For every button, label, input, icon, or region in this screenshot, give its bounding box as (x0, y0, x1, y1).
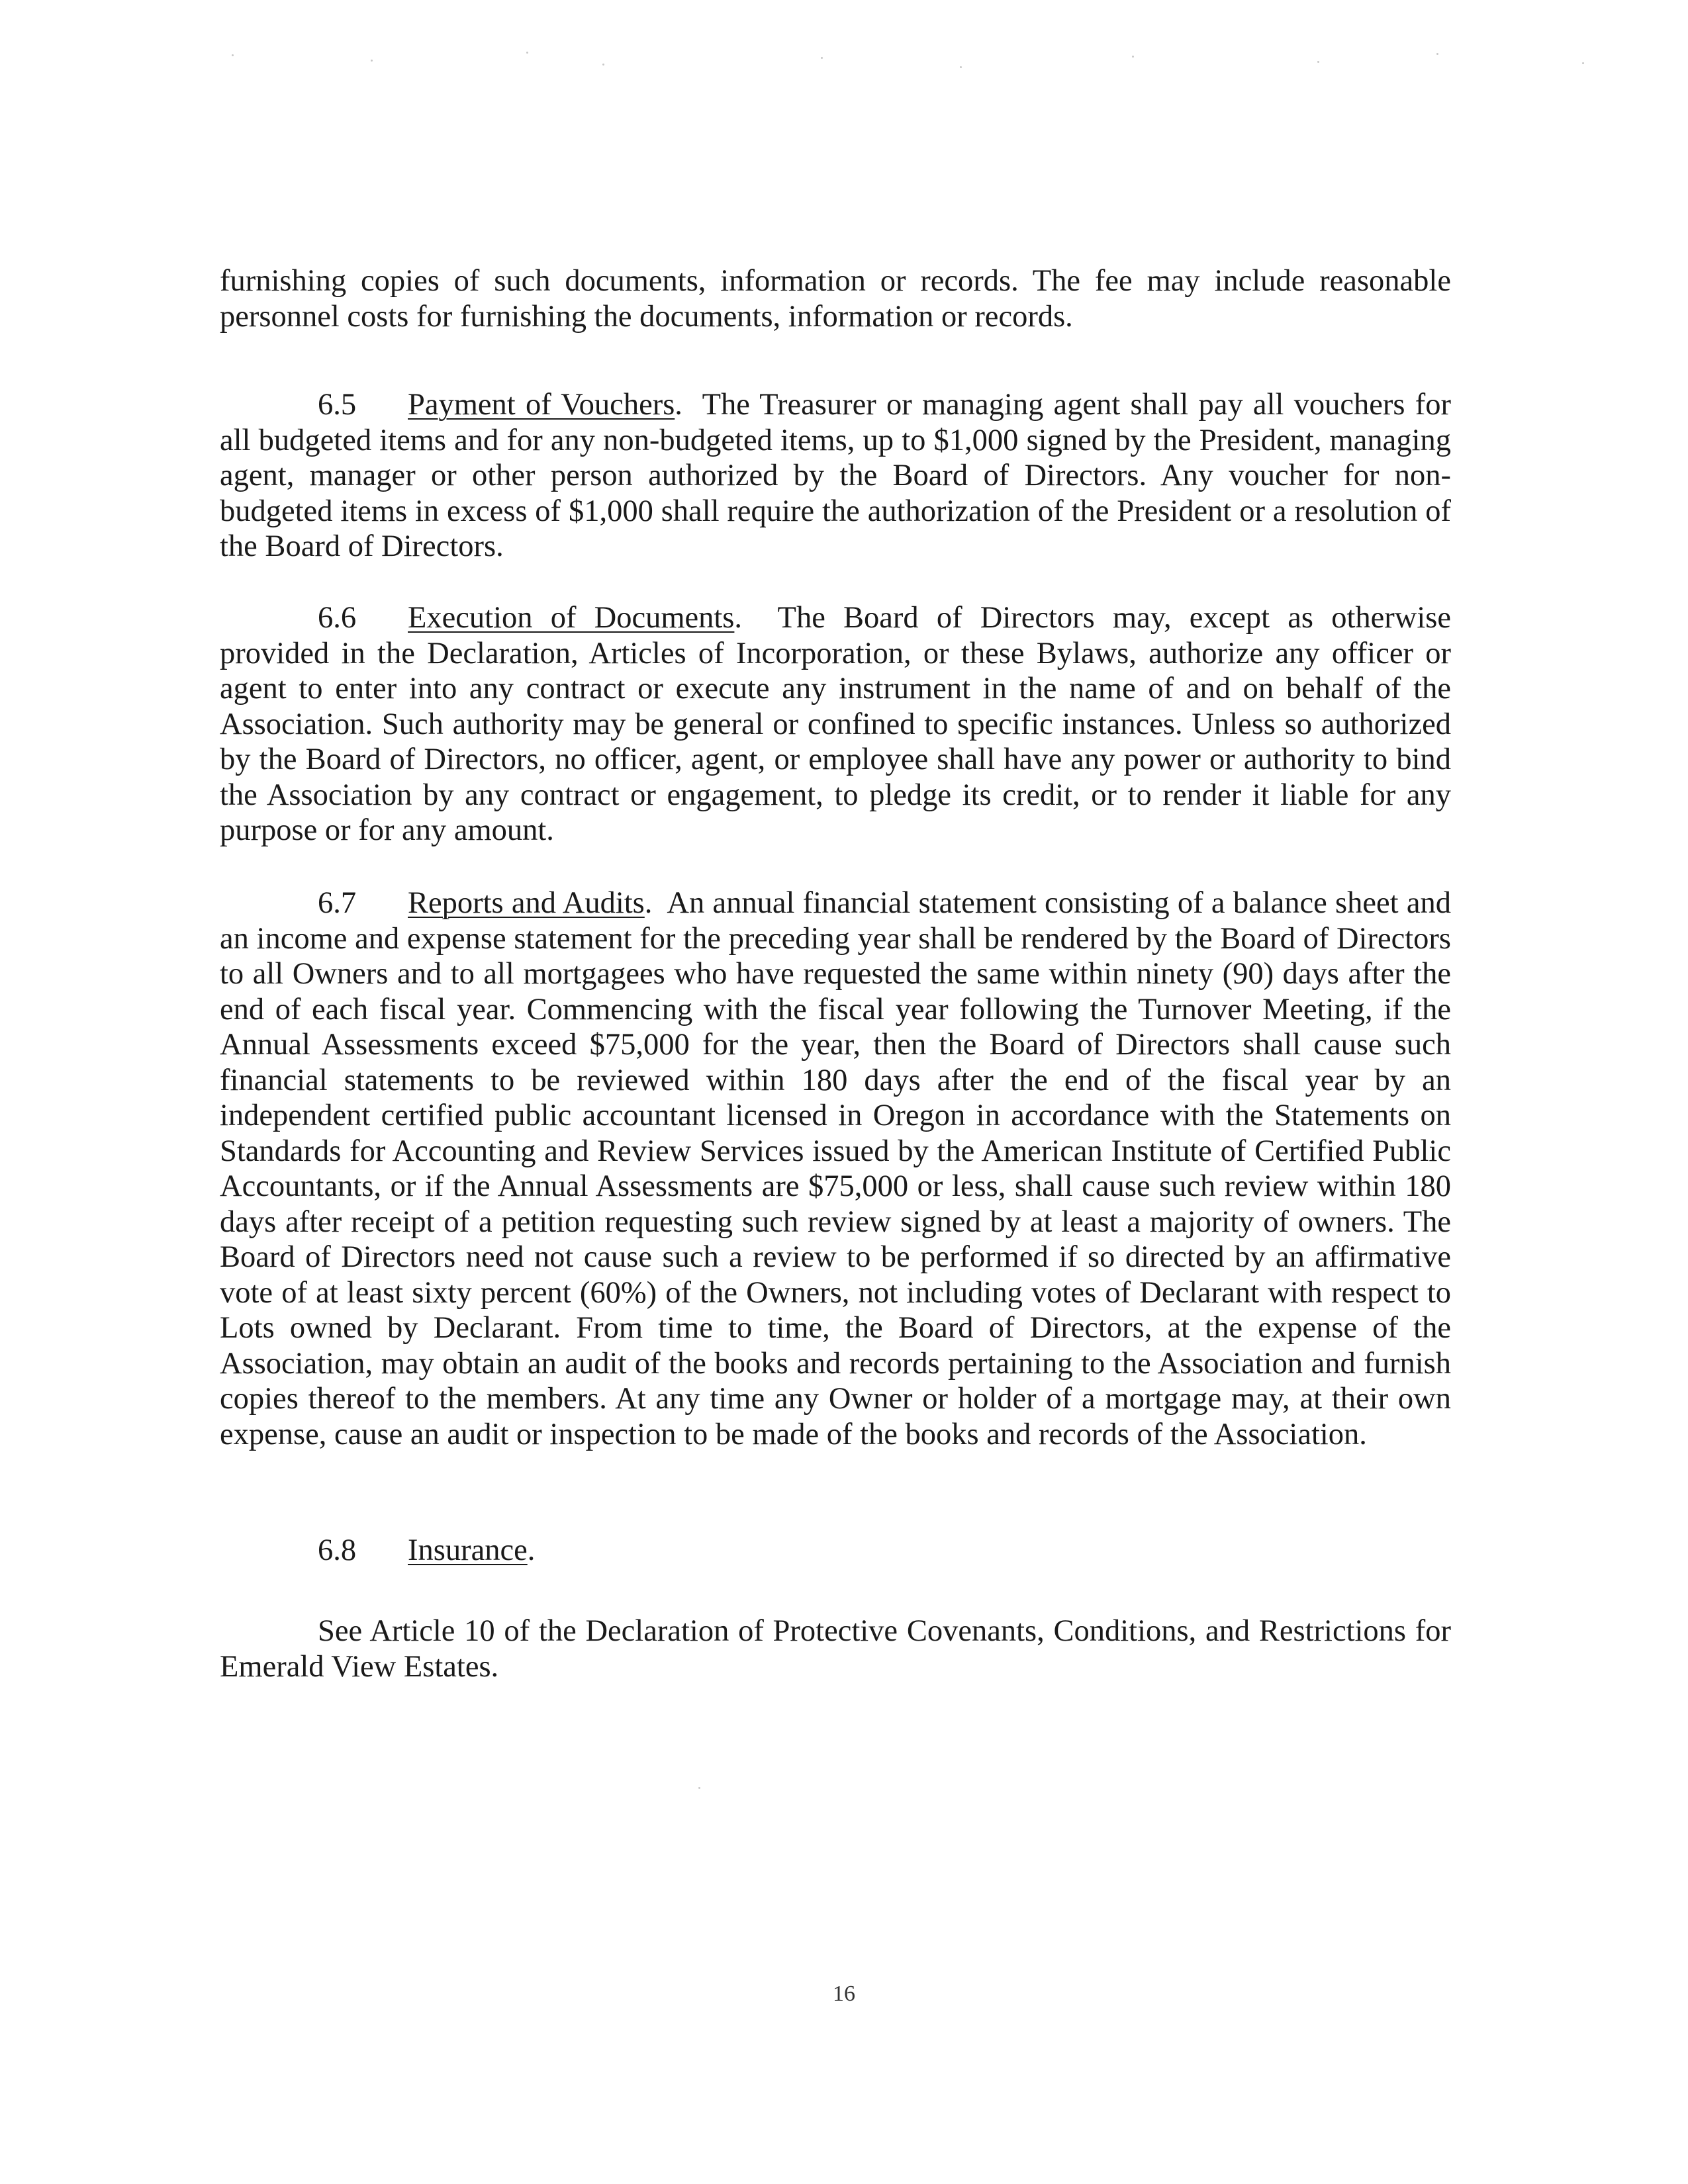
section-number: 6.7 (318, 886, 357, 920)
section-heading: Payment of Vouchers (408, 388, 675, 422)
carryover-paragraph: furnishing copies of such documents, information or records. The fee may include reasonable personnel costs for furnishing the documents, information or records. (220, 264, 1451, 334)
section-6-6: 6.6 Execution of Documents. The Board of Directors may, except as otherwise provided in the Declaration, Articles of Incorporation, or these Bylaws, authorize any officer or agent to enter into any contract or execute any instrument in the name of and on behalf of the Association. Such authority may be general or confined to specific instances. Unless so authorized by the Board of Directors, no officer, agent, or employee shall have any power or authority to bind the Association by any contract or engagement, to pledge its credit, or to render it liable for any purpose or for any amount. (220, 601, 1451, 847)
page-number: 16 (833, 1981, 855, 2006)
section-6-7: 6.7 Reports and Audits. An annual financial statement consisting of a balance sheet and an income and expense statement for the preceding year shall be rendered by the Board of Directors to all Owners and to all mortgagees who have requested the same within ninety (90) days after the end of each fiscal year. Commencing with the fiscal year following the Turnover Meeting, if the Annual Assessments exceed $75,000 for the year, then the Board of Directors shall cause such financial statements to be reviewed within 180 days after the end of the fiscal year by an independent certified public accountant licensed in Oregon in accordance with the Statements on Standards for Accounting and Review Services issued by the American Institute of Certified Public Accountants, or if the Annual Assessments are $75,000 or less, shall cause such review within 180 days after receipt of a petition requesting such review signed by at least a majority of owners. The Board of Directors need not cause such a review to be performed if so directed by an affirmative vote of at least sixty percent (60%) of the Owners, not including votes of Declarant with respect to Lots owned by Declarant. From time to time, the Board of Directors, at the expense of the Association, may obtain an audit of the books and records pertaining to the Association and furnish copies thereof to the members. At any time any Owner or holder of a mortgage may, at their own expense, cause an audit or inspection to be made of the books and records of the Association. (220, 886, 1452, 1451)
section-heading: Reports and Audits (408, 886, 645, 920)
section-number: 6.6 (318, 601, 357, 635)
section-6-5: 6.5 Payment of Vouchers. The Treasurer or managing agent shall pay all vouchers for all budgeted items and for any non-budgeted items, up to $1,000 signed by the President, managing agent, manager or other person authorized by the Board of Directors. Any voucher for non-budgeted items in excess of $1,000 shall require the authorization of the President or a resolution of the Board of Directors. (220, 388, 1451, 563)
section-body: The Board of Directors may, except as otherwise provided in the Declaration, Articles of Incorporation, or these Bylaws, authorize any officer or agent to enter into any contract or execute any instrument in the name of and on behalf of the Association. Such authority may be general or confined to specific instances. Unless so authorized by the Board of Directors, no officer, agent, or employee shall have any power or authority to bind the Association by any contract or engagement, to pledge its credit, or to render it liable for any purpose or for any amount. (220, 601, 1451, 847)
section-heading: Insurance (408, 1533, 528, 1567)
section-6-8: 6.8 Insurance. (318, 1533, 536, 1567)
section-body: The Treasurer or managing agent shall pay all vouchers for all budgeted items and for any non-budgeted items, up to $1,000 signed by the President, managing agent, manager or other person authorized by the Board of Directors. Any voucher for non-budgeted items in excess of $1,000 shall require the authorization of the President or a resolution of the Board of Directors. (220, 388, 1451, 563)
section-number: 6.5 (318, 388, 357, 422)
section-number: 6.8 (318, 1533, 357, 1567)
insurance-paragraph: See Article 10 of the Declaration of Protective Covenants, Conditions, and Restrictions for Emerald View Estates. (220, 1614, 1451, 1684)
section-heading: Execution of Documents (408, 601, 735, 635)
section-body: An annual financial statement consisting of a balance sheet and an income and expense statement for the preceding year shall be rendered by the Board of Directors to all Owners and to all mortgagees who have requested the same within ninety (90) days after the end of each fiscal year. Commencing with the fiscal year following the Turnover Meeting, if the Annual Assessments exceed $75,000 for the year, then the Board of Directors shall cause such financial statements to be reviewed within 180 days after the end of the fiscal year by an independent certified public accountant licensed in Oregon in accordance with the Statements on Standards for Accounting and Review Services issued by the American Institute of Certified Public Accountants, or if the Annual Assessments are $75,000 or less, shall cause such review within 180 days after receipt of a petition requesting such review signed by at least a majority of owners. The Board of Directors need not cause such a review to be performed if so directed by an affirmative vote of at least sixty percent (60%) of the Owners, not including votes of Declarant with respect to Lots owned by Declarant. From time to time, the Board of Directors, at the expense of the Association, may obtain an audit of the books and records pertaining to the Association and furnish copies thereof to the members. At any time any Owner or holder of a mortgage may, at their own expense, cause an audit or inspection to be made of the books and records of the Association. (220, 886, 1452, 1451)
